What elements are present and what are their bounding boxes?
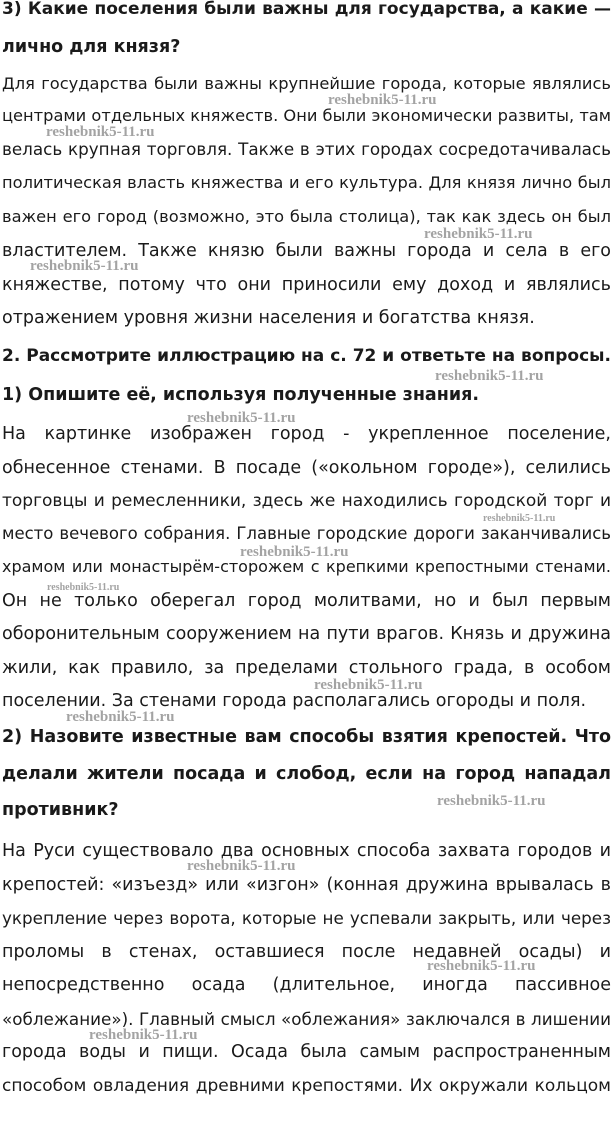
watermark: reshebnik5-11.ru <box>437 793 546 809</box>
watermark: reshebnik5-11.ru <box>46 124 155 140</box>
task-2-heading: 2. Рассмотрите иллюстрацию на с. 72 и ответьте на вопросы. <box>2 346 611 366</box>
answer-2-1-line: торговцы и ремесленники, здесь же находились городской торг и <box>2 491 611 511</box>
answer-3-line: политическая власть княжества и его культура. Для князя лично был <box>2 173 611 192</box>
answer-3-line: важен его город (возможно, это была столица), так как здесь он был <box>2 207 611 226</box>
watermark: reshebnik5-11.ru <box>187 858 296 874</box>
watermark: reshebnik5-11.ru <box>424 226 533 242</box>
watermark: reshebnik5-11.ru <box>187 410 296 426</box>
answer-3-line: Для государства были важны крупнейшие города, которые являлись <box>2 74 611 93</box>
answer-2-2-line: крепостей: «изъезд» или «изгон» (конная дружина врывалась в <box>2 875 611 895</box>
answer-2-1-line: На картинке изображен город - укрепленное поселение, <box>2 424 611 444</box>
answer-2-1-line: обнесенное стенами. В посаде («окольном городе»), селились <box>2 458 611 478</box>
watermark: reshebnik5-11.ru <box>328 92 437 108</box>
answer-2-1-line: Он не только оберегал город молитвами, но и был первым <box>2 591 611 611</box>
answer-2-2-line: города воды и пищи. Осада была самым распространенным <box>2 1042 611 1062</box>
watermark: reshebnik5-11.ru <box>435 368 544 384</box>
question-2-2-line: 2) Назовите известные вам способы взятия крепостей. Что <box>2 727 611 747</box>
answer-3-line: властителем. Также князю были важны города и села в его <box>2 241 611 261</box>
watermark: reshebnik5-11.ru <box>66 709 175 725</box>
watermark: reshebnik5-11.ru <box>30 258 139 274</box>
answer-2-2-line: «облежание»). Главный смысл «облежания» заключался в лишении <box>2 1009 611 1029</box>
answer-3-line: княжестве, потому что они приносили ему доход и являлись <box>2 275 611 295</box>
question-3-line: лично для князя? <box>2 37 181 57</box>
answer-2-1-line: оборонительным сооружением на пути врагов. Князь и дружина <box>2 624 611 644</box>
watermark: reshebnik5-11.ru <box>427 958 536 974</box>
question-2-1: 1) Опишите её, используя полученные знания. <box>2 385 479 405</box>
answer-2-1-line: храмом или монастырём-сторожем с крепкими крепостными стенами. <box>2 557 611 576</box>
answer-2-2-line: укрепление через ворота, которые не успевали закрыть, или через <box>2 908 611 928</box>
answer-2-2-line: На Руси существовало два основных способа захвата городов и <box>2 841 611 861</box>
question-2-2-line: противник? <box>2 800 119 820</box>
answer-3-line: отражением уровня жизни населения и богатства князя. <box>2 308 535 328</box>
answer-2-2-line: способом овладения древними крепостями. Их окружали кольцом <box>2 1076 611 1096</box>
answer-2-1-line: поселении. За стенами города располагались огороды и поля. <box>2 691 587 711</box>
answer-2-2-line: проломы в стенах, оставшиеся после недавней осады) и <box>2 942 611 962</box>
answer-2-1-line: жили, как правило, за пределами стольного града, в особом <box>2 658 611 678</box>
answer-3-line: центрами отдельных княжеств. Они были экономически развиты, там <box>2 106 612 125</box>
answer-2-1-line: место вечевого собрания. Главные городские дороги заканчивались <box>2 524 611 543</box>
watermark: reshebnik5-11.ru <box>240 544 349 560</box>
question-2-2-line: делали жители посада и слобод, если на город нападал <box>2 764 611 784</box>
watermark: reshebnik5-11.ru <box>47 582 120 593</box>
watermark: reshebnik5-11.ru <box>483 513 556 524</box>
question-3-line: 3) Какие поселения были важны для государства, а какие — <box>2 0 611 19</box>
watermark: reshebnik5-11.ru <box>314 677 423 693</box>
watermark: reshebnik5-11.ru <box>89 1027 198 1043</box>
answer-2-2-line: непосредственно осада (длительное, иногда пассивное <box>2 975 611 995</box>
answer-3-line: велась крупная торговля. Также в этих городах сосредотачивалась <box>2 139 611 159</box>
